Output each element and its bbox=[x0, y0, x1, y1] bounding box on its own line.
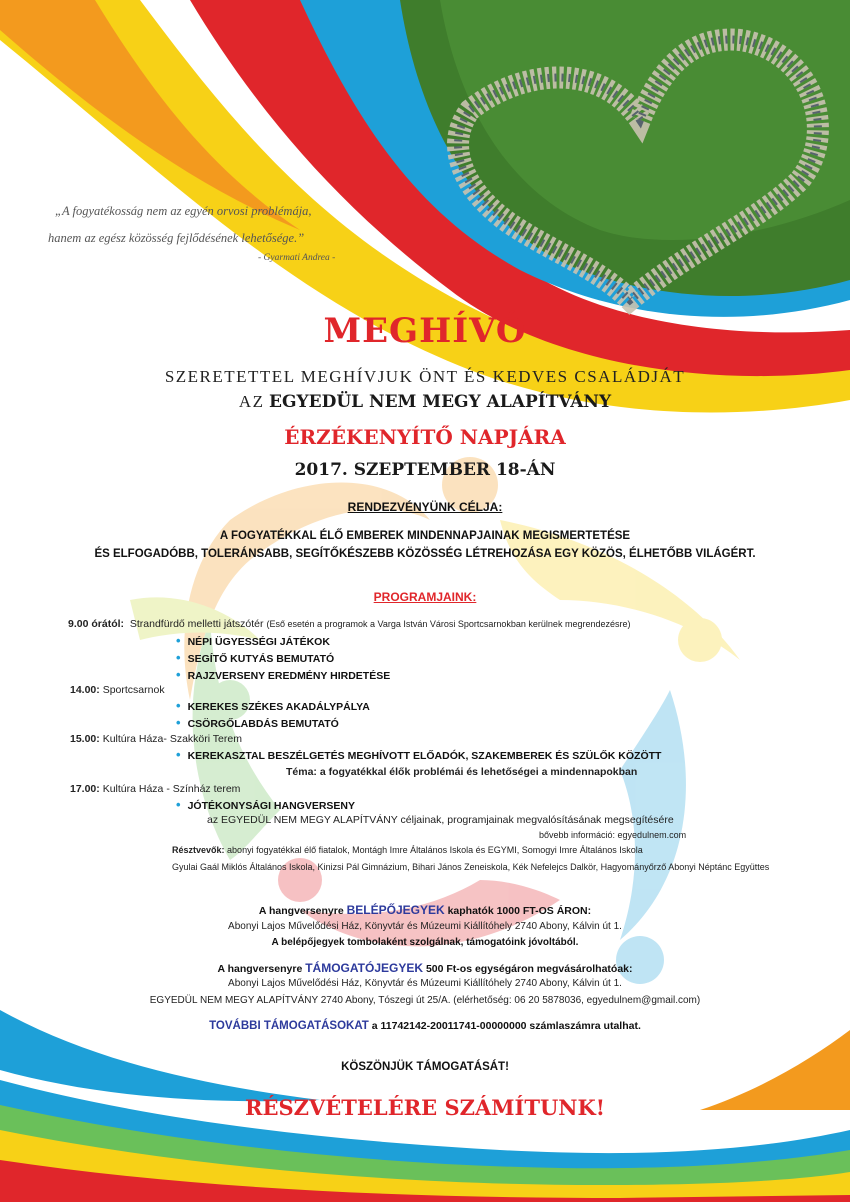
bullet-icon: • bbox=[176, 797, 181, 812]
participants-text-1: abonyi fogyatékkal élő fiatalok, Montágh Imre Általános Iskola és EGYMI, Somogyi Imre Általános Iskola bbox=[227, 845, 643, 855]
slot-3-place: Kultúra Háza- Szakköri Terem bbox=[102, 733, 242, 745]
list-item: • CSÖRGŐLABDÁS BEMUTATÓ bbox=[176, 715, 339, 730]
ticket-keyword: BELÉPŐJEGYEK bbox=[346, 903, 445, 917]
list-item: • SEGÍTŐ KUTYÁS BEMUTATÓ bbox=[176, 650, 335, 665]
event-name: ÉRZÉKENYÍTŐ NAPJÁRA bbox=[284, 425, 566, 449]
goal-line-1: A FOGYATÉKKAL ÉLŐ EMBEREK MINDENNAPJAINAK MEGISMERTETÉSE bbox=[219, 530, 631, 542]
bullet-icon: • bbox=[176, 667, 181, 682]
bullet-icon: • bbox=[176, 747, 181, 762]
bullet-icon: • bbox=[176, 698, 181, 713]
donation-line: TOVÁBBI TÁMOGATÁSOKAT a 11742142-20011741-00000000 számlaszámra utalhat. bbox=[209, 1020, 641, 1032]
list-item: • KEREKES SZÉKES AKADÁLYPÁLYA bbox=[176, 698, 370, 713]
org-prefix: AZ bbox=[238, 392, 265, 411]
list-item: • NÉPI ÜGYESSÉGI JÁTÉKOK bbox=[176, 633, 330, 648]
support-line-2: Abonyi Lajos Művelődési Ház, Könyvtár és Múzeumi Kiállítóhely 2740 Abony, Kálvin út 1. bbox=[228, 978, 622, 989]
slot-4-note: az EGYEDÜL NEM MEGY ALAPÍTVÁNY céljainak, programjainak megvalósításának megsegítésére bbox=[207, 814, 674, 826]
slot-1-note: (Eső esetén a programok a Varga István Városi Sportcsarnokban kerülnek megrendezésre) bbox=[266, 619, 631, 629]
slot-2 bbox=[70, 684, 165, 696]
goal-line-2: ÉS ELFOGADÓBB, TOLERÁNSABB, SEGÍTŐKÉSZEBB KÖZÖSSÉG LÉTREHOZÁSA EGY KÖZÖS, ÉLHETŐBB VILÁGÉRT. bbox=[94, 548, 756, 560]
list-item: • KEREKASZTAL BESZÉLGETÉS MEGHÍVOTT ELŐADÓK, SZAKEMBEREK ÉS SZÜLŐK KÖZÖTT bbox=[176, 747, 662, 762]
organization-line bbox=[0, 392, 850, 412]
slot-3-theme: Téma: a fogyatékkal élők problémái és lehetőségei a mindennapokban bbox=[286, 766, 638, 778]
participants-label: Résztvevők: bbox=[172, 845, 225, 855]
slot-4-time: 17.00: bbox=[70, 783, 100, 795]
slot-1 bbox=[68, 618, 630, 630]
participants-line-2: Gyulai Gaál Miklós Általános Iskola, Kinizsi Pál Gimnázium, Bihari János Zeneiskola, Kék Nefelejcs Dalkör, Hagyományőrző Abonyi Néptánc Együttes bbox=[172, 862, 770, 872]
ticket-line-2: Abonyi Lajos Művelődési Ház, Könyvtár és Múzeumi Kiállítóhely 2740 Abony, Kálvin út 1. bbox=[228, 921, 622, 932]
quote-line-1: „A fogyatékosság nem az egyén orvosi problémája, bbox=[55, 204, 312, 218]
support-line-3: EGYEDÜL NEM MEGY ALAPÍTVÁNY 2740 Abony, Tószegi út 25/A. (elérhetőség: 06 20 5878036, egyedulnem@gmail.com) bbox=[149, 995, 701, 1006]
list-item: • RAJZVERSENY EREDMÉNY HIRDETÉSE bbox=[176, 667, 391, 682]
quote-line-2: hanem az egész közösség fejlődésének lehetősége.” bbox=[48, 231, 305, 245]
quote-author: - Gyarmati Andrea - bbox=[258, 253, 336, 263]
slot-3-time: 15.00: bbox=[70, 733, 100, 745]
ticket-line-1: A hangversenyre BELÉPŐJEGYEK kaphatók 1000 FT-OS ÁRON: bbox=[258, 903, 592, 917]
bullet-icon: • bbox=[176, 650, 181, 665]
closing-line: RÉSZVÉTELÉRE SZÁMÍTUNK! bbox=[245, 1095, 605, 1120]
thanks-line: KÖSZÖNJÜK TÁMOGATÁSÁT! bbox=[341, 1061, 509, 1073]
ticket-line-3: A belépőjegyek tombolaként szolgálnak, támogatóink jóvoltából. bbox=[271, 937, 579, 948]
list-item: • JÓTÉKONYSÁGI HANGVERSENY bbox=[176, 797, 356, 812]
event-date: 2017. SZEPTEMBER 18-ÁN bbox=[294, 460, 556, 480]
slot-1-time: 9.00 órától: bbox=[68, 618, 125, 630]
slot-1-place: Strandfürdő melletti játszótér bbox=[129, 618, 264, 630]
slot-4 bbox=[70, 783, 240, 795]
bullet-icon: • bbox=[176, 715, 181, 730]
org-name: EGYEDÜL NEM MEGY ALAPÍTVÁNY bbox=[269, 392, 612, 412]
goal-heading: RENDEZVÉNYÜNK CÉLJA: bbox=[347, 500, 503, 514]
slot-4-place: Kultúra Háza - Színház terem bbox=[102, 783, 241, 795]
slot-2-place: Sportcsarnok bbox=[102, 684, 165, 696]
participants-line-1 bbox=[172, 845, 643, 855]
page-title: MEGHÍVÓ bbox=[323, 311, 527, 351]
slot-2-time: 14.00: bbox=[70, 684, 100, 696]
slot-3 bbox=[70, 733, 242, 745]
info-link: bővebb információ: egyedulnem.com bbox=[539, 830, 687, 840]
donation-keyword: TOVÁBBI TÁMOGATÁSOKAT bbox=[209, 1020, 369, 1032]
program-heading: PROGRAMJAINK: bbox=[373, 590, 477, 604]
bullet-icon: • bbox=[176, 633, 181, 648]
support-keyword: TÁMOGATÓJEGYEK bbox=[305, 961, 424, 975]
invite-line: SZERETETTEL MEGHÍVJUK ÖNT ÉS KEDVES CSALÁDJÁT bbox=[164, 367, 686, 386]
support-line-1: A hangversenyre TÁMOGATÓJEGYEK 500 Ft-os egységáron megvásárolhatóak: bbox=[217, 961, 633, 975]
